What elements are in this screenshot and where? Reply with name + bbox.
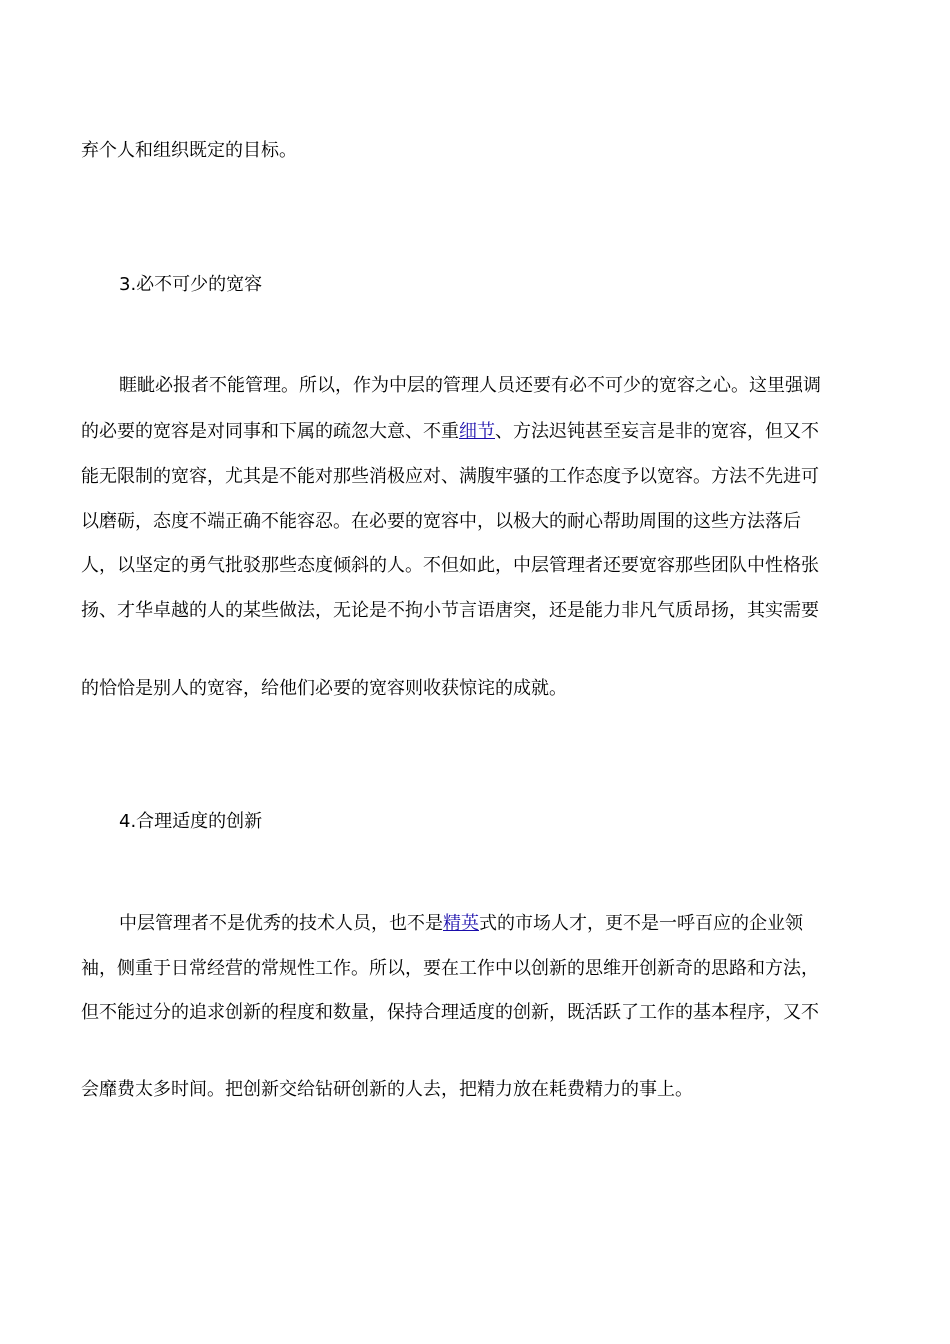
text-segment: 式的市场人才，更不是一呼百应的企业领 [479,913,803,934]
text-segment: 的必要的宽容是对同事和下属的疏忽大意、不重 [81,421,459,442]
text-segment: 、方法迟钝甚至妄言是非的宽容，但又不 [495,421,819,442]
paragraph-line: 会靡费太多时间。把创新交给钻研创新的人去，把精力放在耗费精力的事上。 [81,1079,693,1100]
paragraph-line [119,912,803,936]
link-detail[interactable]: 细节 [459,421,495,442]
section-heading-3: 3.必不可少的宽容 [119,274,263,295]
paragraph-line: 睚眦必报者不能管理。所以，作为中层的管理人员还要有必不可少的宽容之心。这里强调 [119,375,821,396]
link-elite[interactable]: 精英 [443,913,479,934]
paragraph-line: 能无限制的宽容，尤其是不能对那些消极应对、满腹牢骚的工作态度予以宽容。方法不先进可 [81,466,819,487]
paragraph-line: 弃个人和组织既定的目标。 [81,140,297,161]
text-segment: 中层管理者不是优秀的技术人员，也不是 [119,913,443,934]
paragraph-line: 袖，侧重于日常经营的常规性工作。所以，要在工作中以创新的思维开创新奇的思路和方法， [81,958,819,979]
paragraph-line [81,420,819,444]
section-heading-4: 4.合理适度的创新 [119,811,263,832]
paragraph-line: 的恰恰是别人的宽容，给他们必要的宽容则收获惊诧的成就。 [81,678,567,699]
paragraph-line: 但不能过分的追求创新的程度和数量，保持合理适度的创新，既活跃了工作的基本程序，又不 [81,1002,819,1023]
paragraph-line: 扬、才华卓越的人的某些做法，无论是不拘小节言语唐突，还是能力非凡气质昂扬，其实需要 [81,600,819,621]
paragraph-line: 以磨砺，态度不端正确不能容忍。在必要的宽容中，以极大的耐心帮助周围的这些方法落后 [81,511,801,532]
paragraph-line: 人，以坚定的勇气批驳那些态度倾斜的人。不但如此，中层管理者还要宽容那些团队中性格张 [81,555,819,576]
